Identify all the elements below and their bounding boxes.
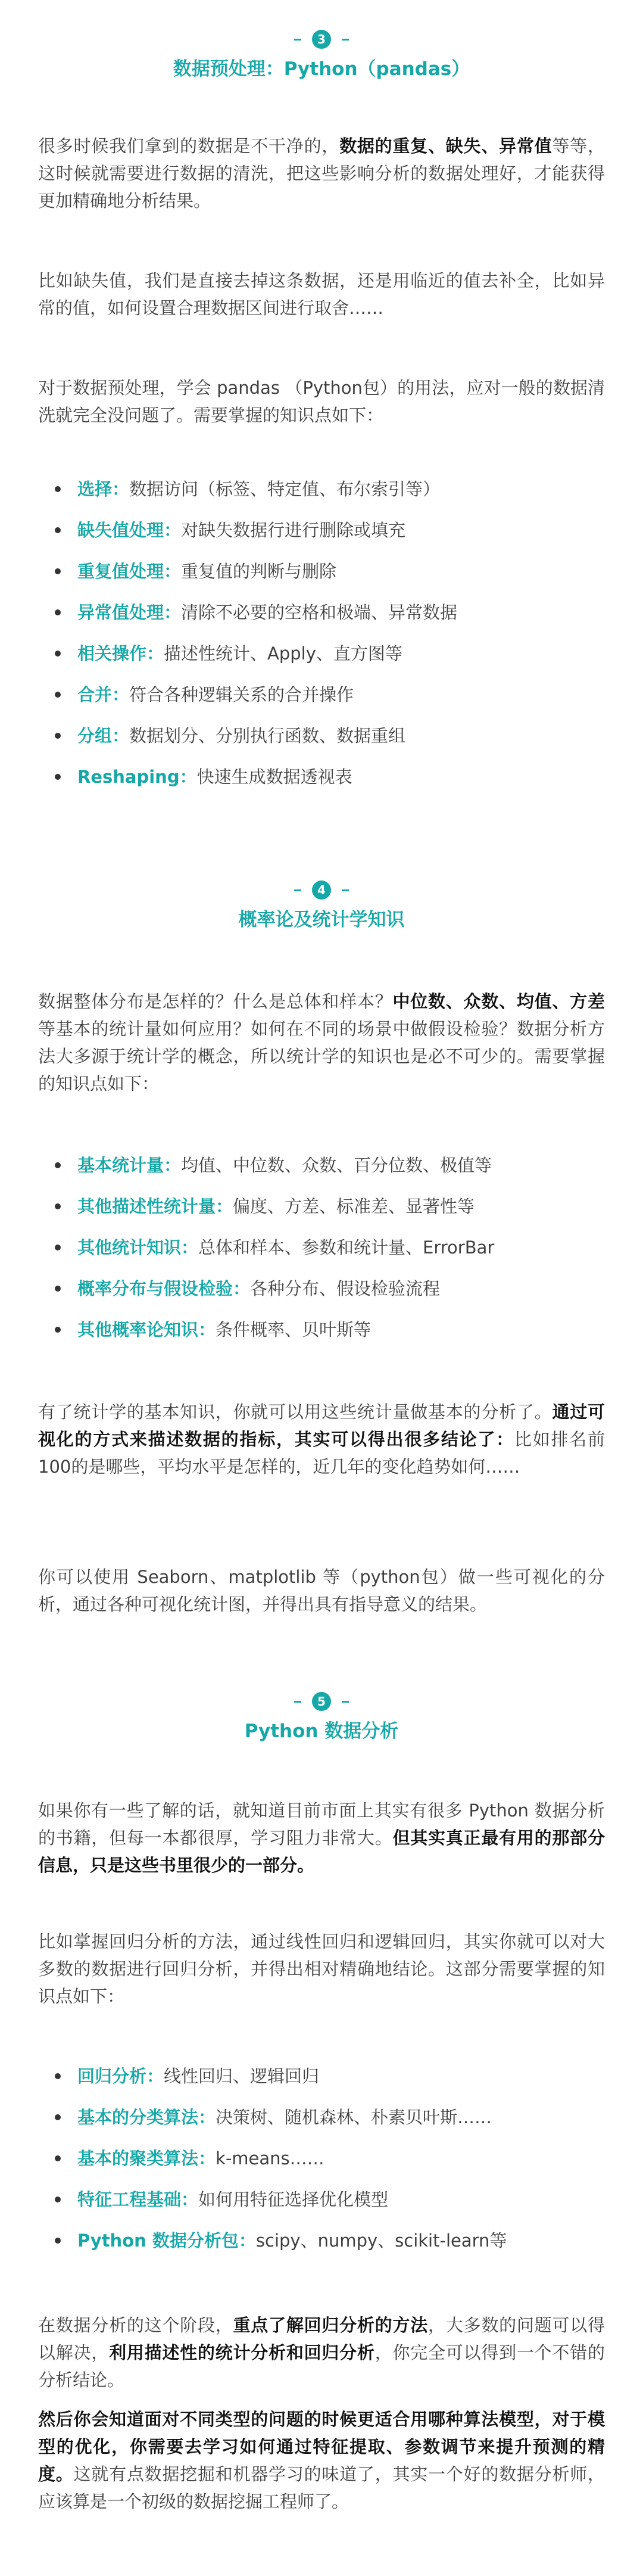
section-header [0, 1690, 643, 1744]
body-text: 等基本的统计量如何应用？如何在不同的场景中做假设检验？数据分析方法大多源于统计学的概念，所以统计学的知识也是必不可少的。需要掌握的知识点如下： [38, 1019, 605, 1094]
list-item-term: 基本的聚类算法 [77, 2148, 199, 2169]
list-item-term: 选择 [77, 479, 113, 499]
bullet-dot-icon [55, 2073, 61, 2079]
body-text: 有了统计学的基本知识，你就可以用这些统计量做基本的分析了。 [38, 1402, 553, 1422]
section-title: 概率论及统计学知识 [238, 909, 405, 931]
list-item [55, 2056, 608, 2097]
list-item-description: 总体和样本、参数和统计量、ErrorBar [198, 1237, 495, 1258]
list-item-description: 快速生成数据透视表 [196, 767, 352, 787]
list-item [55, 757, 608, 798]
section-number-badge: 4 [312, 881, 331, 900]
paragraph [38, 1928, 605, 2010]
list-item-term: 基本的分类算法 [77, 2107, 199, 2127]
list-item-term: 合并 [77, 685, 113, 705]
term-separator: ： [164, 520, 182, 540]
bullet-dot-icon [55, 774, 61, 780]
term-separator: ： [146, 643, 164, 664]
bullet-dot-icon [55, 733, 61, 739]
term-separator: ： [181, 1237, 199, 1258]
list-item-description: 如何用特征选择优化模型 [198, 2189, 389, 2210]
list-item-description: 数据访问（标签、特定值、布尔索引等） [129, 479, 441, 499]
list-item-description: 重复值的判断与删除 [181, 561, 337, 581]
emphasis-text: 但其实真正最有用的那部分信息，只是这些书里很少的一部分。 [38, 1828, 605, 1875]
emphasis-text: 数据的重复、缺失、异常值 [339, 136, 553, 156]
list-item [55, 469, 608, 510]
paragraph [38, 2311, 605, 2394]
list-item-description: 线性回归、逻辑回归 [164, 2066, 320, 2086]
section-title: Python 数据分析 [244, 1721, 399, 1742]
paragraph [38, 2406, 605, 2515]
section-number-badge: 5 [312, 1692, 331, 1711]
bullet-dot-icon [55, 1162, 61, 1168]
bullet-dot-icon [55, 568, 61, 574]
term-separator: ： [164, 561, 182, 581]
section-number-row [0, 878, 643, 902]
list-item [55, 1309, 608, 1351]
body-text: 等等，这时候就需要进行数据的清洗，把这些影响分析的数据处理好，才能获得更加精确地分析结果。 [38, 136, 605, 211]
list-item-term: Reshaping [77, 767, 180, 787]
term-separator: ： [198, 1320, 216, 1340]
term-separator: ： [181, 2189, 199, 2210]
term-separator: ： [112, 685, 130, 705]
bullet-list [55, 2056, 608, 2261]
list-item-description: 决策树、随机森林、朴素贝叶斯…… [216, 2107, 492, 2127]
section-title: 数据预处理：Python（pandas） [173, 58, 470, 80]
body-text: ，你完全可以得到一个不错的分析结论。 [38, 2342, 605, 2390]
list-item [55, 1186, 608, 1227]
section-number-badge: 3 [312, 30, 331, 49]
bullet-dot-icon [55, 527, 61, 533]
list-item-description: 条件概率、贝叶斯等 [216, 1320, 372, 1340]
bullet-dot-icon [55, 1203, 61, 1209]
emphasis-text: 重点了解回归分析的方法 [233, 2315, 428, 2335]
list-item-term: 其他描述性统计量 [77, 1196, 216, 1217]
dash-left [294, 1701, 301, 1703]
bullet-dot-icon [55, 692, 61, 698]
list-item-term: 特征工程基础 [77, 2189, 182, 2210]
body-text: 对于数据预处理，学会 pandas （Python包）的用法，应对一般的数据清洗就完全没问题了。需要掌握的知识点如下： [38, 378, 605, 425]
body-text: 比如缺失值，我们是直接去掉这条数据，还是用临近的值去补全，比如异常的值，如何设置合理数据区间进行取舍…… [38, 270, 605, 318]
paragraph [38, 1563, 605, 1618]
list-item-description: 清除不必要的空格和极端、异常数据 [181, 602, 458, 623]
term-separator: ： [238, 2230, 256, 2251]
section-number-row [0, 27, 643, 51]
body-text: ，大多数的问题可以得以解决， [38, 2315, 605, 2363]
bullet-dot-icon [55, 1245, 61, 1250]
paragraph [38, 374, 605, 429]
section-header [0, 878, 643, 933]
bullet-dot-icon [55, 2238, 61, 2244]
list-item-term: 相关操作 [77, 643, 147, 664]
list-item [55, 2179, 608, 2220]
bullet-dot-icon [55, 486, 61, 492]
body-text: 这就有点数据挖掘和机器学习的味道了，其实一个好的数据分析师，应该算是一个初级的数据挖掘工程师了。 [38, 2464, 605, 2512]
section-header [0, 27, 643, 82]
body-text: 在数据分析的这个阶段， [38, 2315, 233, 2335]
paragraph [38, 1398, 605, 1480]
list-item-term: 其他概率论知识 [77, 1320, 199, 1340]
term-separator: ： [146, 2066, 164, 2086]
list-item-description: 对缺失数据行进行删除或填充 [181, 520, 406, 540]
list-item-term: Python 数据分析包 [77, 2230, 239, 2251]
bullet-dot-icon [55, 1286, 61, 1292]
bullet-dot-icon [55, 609, 61, 615]
bullet-dot-icon [55, 651, 61, 657]
list-item-description: 偏度、方差、标准差、显著性等 [233, 1196, 475, 1217]
list-item-term: 回归分析 [77, 2066, 147, 2086]
dash-right [342, 1701, 349, 1703]
list-item-term: 分组 [77, 726, 113, 746]
paragraph [38, 132, 605, 214]
list-item [55, 551, 608, 592]
bullet-dot-icon [55, 2197, 61, 2202]
body-text: 比如排名前100的是哪些，平均水平是怎样的，近几年的变化趋势如何…… [38, 1429, 605, 1477]
list-item [55, 715, 608, 757]
list-item-description: 各种分布、假设检验流程 [250, 1278, 441, 1299]
body-text: 数据整体分布是怎样的？什么是总体和样本？ [38, 991, 393, 1012]
list-item-term: 其他统计知识 [77, 1237, 182, 1258]
term-separator: ： [179, 767, 197, 787]
term-separator: ： [164, 602, 182, 623]
paragraph [38, 988, 605, 1097]
list-item [55, 2220, 608, 2261]
term-separator: ： [198, 2148, 216, 2169]
emphasis-text: 利用描述性的统计分析和回归分析 [109, 2342, 375, 2363]
term-separator: ： [112, 726, 130, 746]
emphasis-text: 然后你会知道面对不同类型的问题的时候更适合用哪种算法模型，对于模型的优化，你需要去学习如何通过特征提取、参数调节来提升预测的精度。 [38, 2409, 605, 2484]
term-separator: ： [112, 479, 130, 499]
bullet-list [55, 1145, 608, 1351]
paragraph [38, 1797, 605, 1879]
list-item-description: 符合各种逻辑关系的合并操作 [129, 685, 354, 705]
term-separator: ： [198, 2107, 216, 2127]
dash-right [342, 39, 349, 41]
body-text: 比如掌握回归分析的方法，通过线性回归和逻辑回归，其实你就可以对大多数的数据进行回归分析，并得出相对精确地结论。这部分需要掌握的知识点如下： [38, 1931, 605, 2006]
list-item-description: 描述性统计、Apply、直方图等 [164, 643, 402, 664]
list-item [55, 1227, 608, 1268]
term-separator: ： [216, 1196, 233, 1217]
list-item-term: 异常值处理 [77, 602, 164, 623]
list-item-description: k-means…… [216, 2148, 324, 2169]
list-item [55, 2138, 608, 2179]
emphasis-text: 通过可视化的方式来描述数据的指标，其实可以得出很多结论了： [38, 1402, 605, 1449]
list-item [55, 510, 608, 551]
list-item-term: 基本统计量 [77, 1155, 164, 1175]
section-number-row [0, 1690, 643, 1713]
list-item [55, 674, 608, 715]
bullet-dot-icon [55, 1327, 61, 1333]
list-item [55, 1268, 608, 1309]
list-item-term: 重复值处理 [77, 561, 164, 581]
paragraph [38, 267, 605, 322]
bullet-dot-icon [55, 2114, 61, 2120]
term-separator: ： [233, 1278, 251, 1299]
bullet-dot-icon [55, 2155, 61, 2161]
list-item [55, 1145, 608, 1186]
bullet-list [55, 469, 608, 798]
emphasis-text: 中位数、众数、均值、方差 [392, 991, 605, 1012]
dash-right [342, 889, 349, 891]
body-text: 很多时候我们拿到的数据是不干净的， [38, 136, 340, 156]
term-separator: ： [164, 1155, 182, 1175]
list-item-term: 概率分布与假设检验 [77, 1278, 233, 1299]
dash-left [294, 889, 301, 891]
list-item-description: 均值、中位数、众数、百分位数、极值等 [181, 1155, 492, 1175]
list-item-term: 缺失值处理 [77, 520, 164, 540]
list-item [55, 633, 608, 674]
list-item [55, 592, 608, 633]
list-item-description: scipy、numpy、scikit-learn等 [255, 2230, 507, 2251]
list-item [55, 2097, 608, 2138]
body-text: 如果你有一些了解的话，就知道目前市面上其实有很多 Python 数据分析的书籍，但每一本都很厚，学习阻力非常大。 [38, 1800, 605, 1848]
body-text: 你可以使用 Seaborn、matplotlib 等（python包）做一些可视化的分析，通过各种可视化统计图，并得出具有指导意义的结果。 [38, 1567, 605, 1614]
dash-left [294, 39, 301, 41]
list-item-description: 数据划分、分别执行函数、数据重组 [129, 726, 406, 746]
